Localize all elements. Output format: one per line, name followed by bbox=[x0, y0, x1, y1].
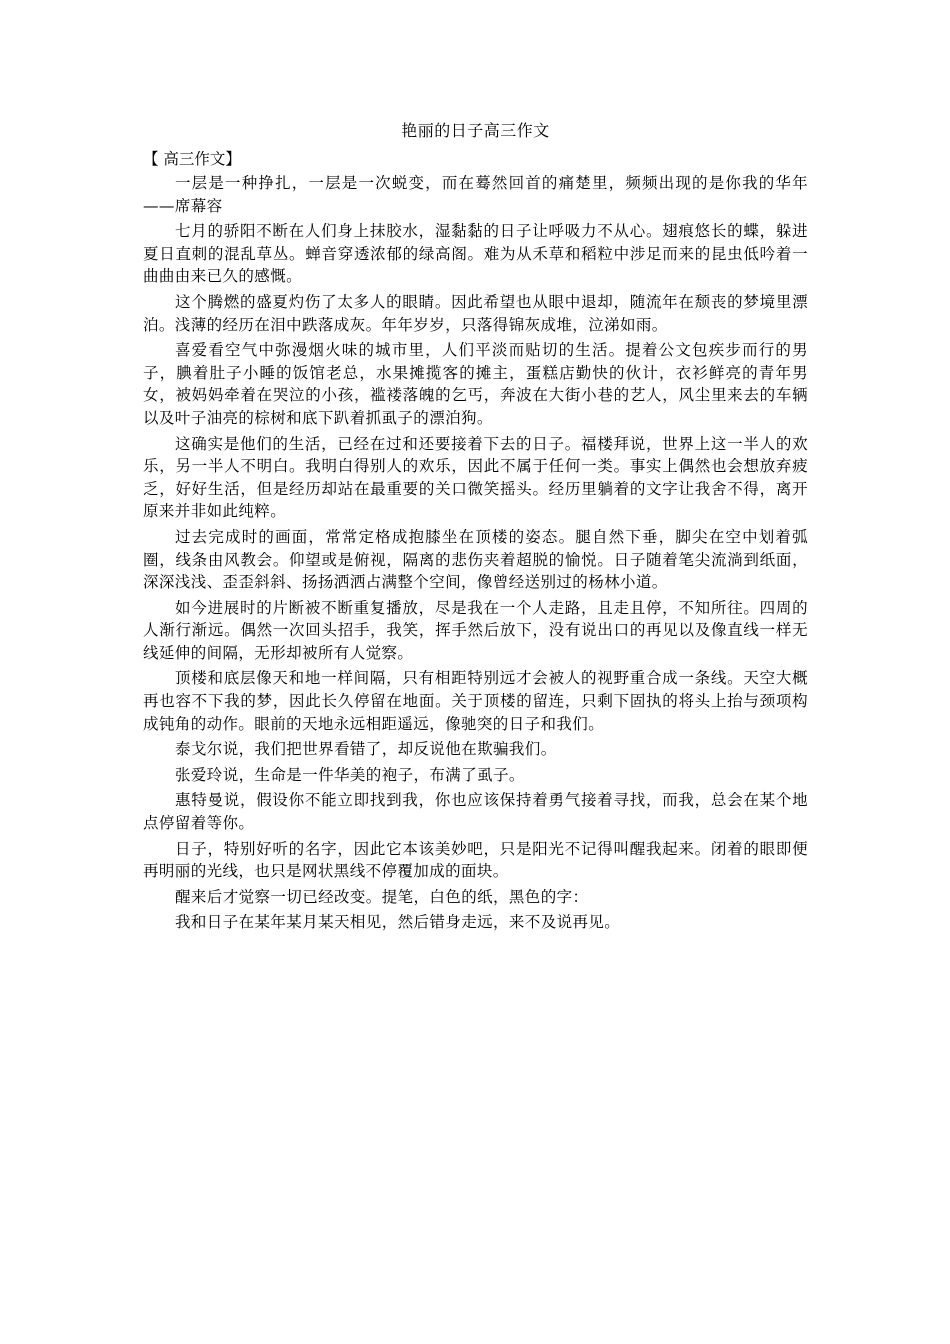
paragraph: 一层是一种挣扎，一层是一次蜕变，而在蓦然回首的痛楚里，频频出现的是你我的华年——席幕容 bbox=[143, 174, 808, 215]
paragraph: 醒来后才觉察一切已经改变。提笔，白色的纸，黑色的字： bbox=[175, 887, 589, 906]
paragraph: 如今进展时的片断被不断重复播放，尽是我在一个人走路，且走且停，不知所往。四周的人渐行渐远。偶然一次回头招手，我笑，挥手然后放下，没有说出口的再见以及像直线一样无线延伸的间隔，无形却被所有人觉察。 bbox=[143, 598, 808, 662]
category-tag: 【 高三作文】 bbox=[143, 150, 241, 168]
paragraph: 喜爱看空气中弥漫烟火味的城市里，人们平淡而贴切的生活。提着公文包疾步而行的男子，腆着肚子小睡的饭馆老总，水果摊揽客的摊主，蛋糕店勤快的伙计，衣衫鲜亮的青年男女，被妈妈牵着在哭泣的小孩，褴褛落魄的乞丐，奔波在大街小巷的艺人，风尘里来去的车辆以及叶子油亮的棕树和底下趴着抓虱子的漂泊狗。 bbox=[143, 341, 808, 427]
paragraph: 张爱玲说，生命是一件华美的袍子，布满了虱子。 bbox=[175, 765, 525, 784]
paragraph: 七月的骄阳不断在人们身上抹胶水，湿黏黏的日子让呼吸力不从心。翅痕悠长的蝶，躲进夏日直刺的混乱草丛。蝉音穿透浓郁的绿高阁。难为从禾草和稻粒中涉足而来的昆虫低吟着一曲曲由来已久的感慨。 bbox=[143, 222, 808, 286]
paragraph: 这个腾燃的盛夏灼伤了太多人的眼睛。因此希望也从眼中退却，随流年在颓丧的梦境里漂泊。浅薄的经历在泪中跌落成灰。年年岁岁，只落得锦灰成堆，泣涕如雨。 bbox=[143, 292, 808, 334]
paragraph: 我和日子在某年某月某天相见，然后错身走远，来不及说再见。 bbox=[175, 913, 621, 932]
paragraph: 惠特曼说，假设你不能立即找到我，你也应该保持着勇气接着寻找，而我，总会在某个地点停留着等你。 bbox=[143, 791, 808, 833]
paragraph: 这确实是他们的生活，已经在过和还要接着下去的日子。福楼拜说，世界上这一半人的欢乐，另一半人不明白。我明白得别人的欢乐，因此不属于任何一类。事实上偶然也会想放弃疲乏，好好生活，但是经历却站在最重要的关口微笑摇头。经历里躺着的文字让我舍不得，离开原来并非如此纯粹。 bbox=[143, 434, 808, 521]
paragraph: 泰戈尔说，我们把世界看错了，却反说他在欺骗我们。 bbox=[175, 740, 557, 759]
document-page bbox=[143, 120, 808, 937]
paragraph: 过去完成时的画面，常常定格成抱膝坐在顶楼的姿态。腿自然下垂，脚尖在空中划着弧圈，线条由风教会。仰望或是俯视，隔离的悲伤夹着超脱的愉悦。日子随着笔尖流淌到纸面，深深浅浅、歪歪斜斜、扬扬洒洒占满整个空间，像曾经送别过的杨林小道。 bbox=[143, 527, 808, 592]
document-title: 艳丽的日子高三作文 bbox=[401, 121, 550, 140]
paragraph: 顶楼和底层像天和地一样间隔，只有相距特别远才会被人的视野重合成一条线。天空大概再也容不下我的梦，因此长久停留在地面。关于顶楼的留连，只剩下固执的将头上抬与颈项构成钝角的动作。眼前的天地永远相距遥远，像驰突的日子和我们。 bbox=[143, 669, 808, 733]
paragraph: 日子，特别好听的名字，因此它本该美妙吧，只是阳光不记得叫醒我起来。闭着的眼即便再明丽的光线，也只是网状黑线不停覆加成的面块。 bbox=[143, 839, 808, 881]
